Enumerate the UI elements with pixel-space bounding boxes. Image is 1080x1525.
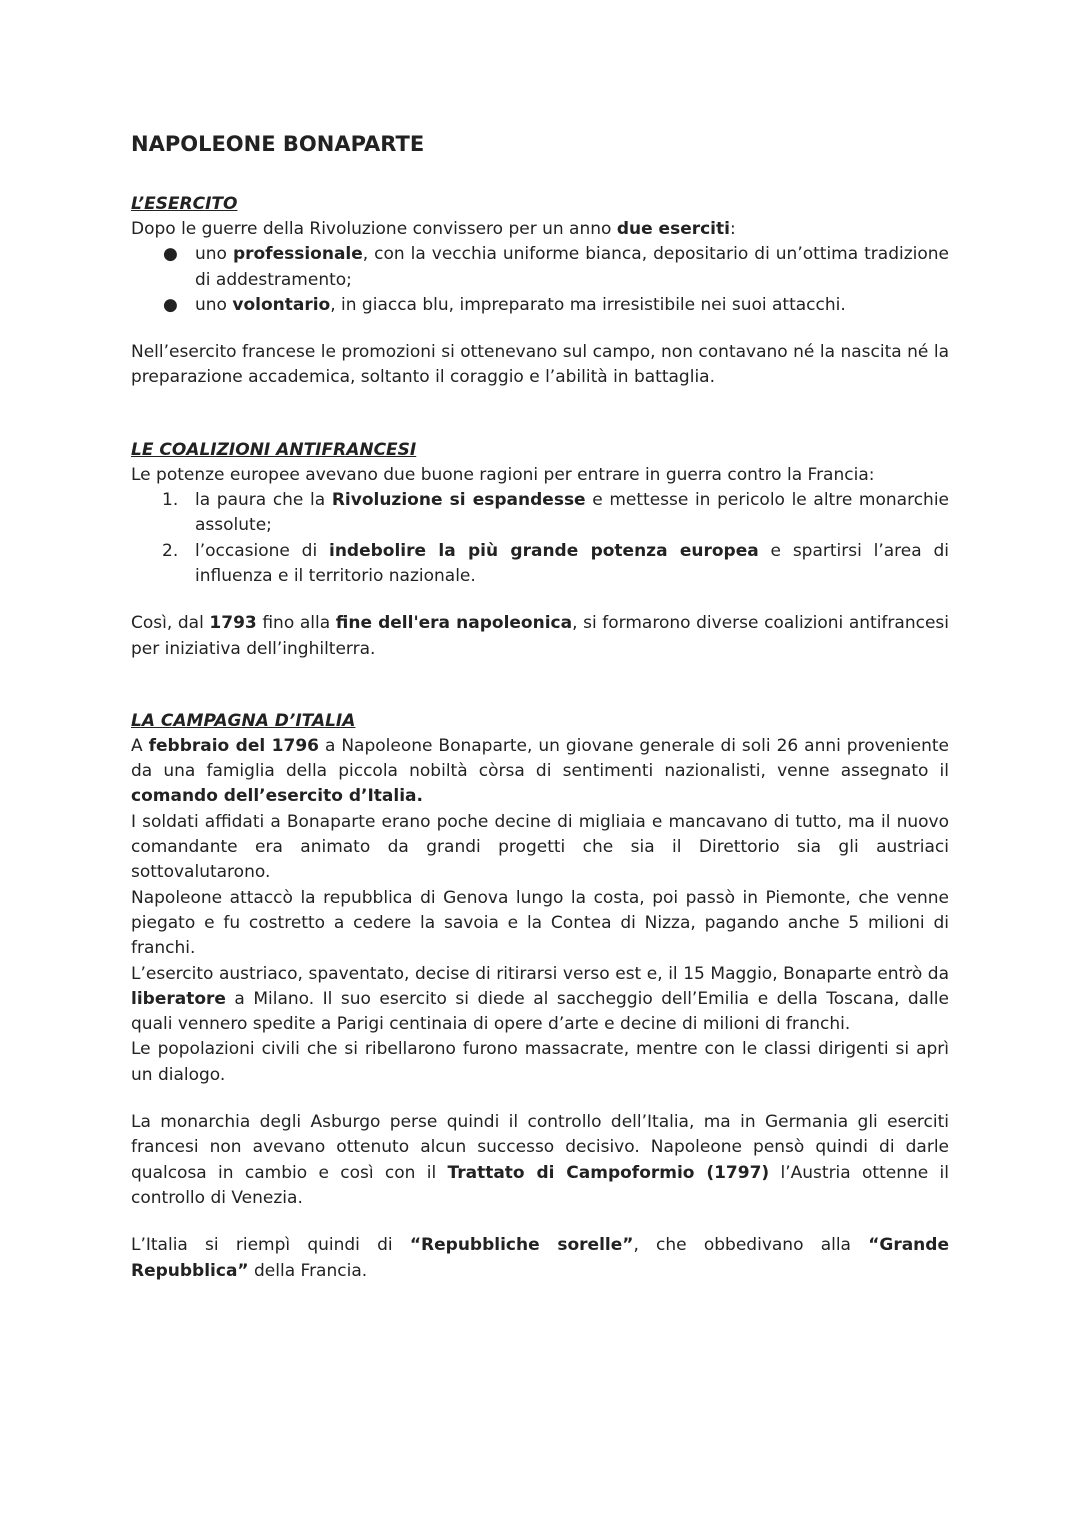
campagna-paragraph: Le popolazioni civili che si ribellarono furono massacrate, mentre con le classi dirigenti si aprì un dialogo. xyxy=(131,1039,949,1085)
list-item: 1. la paura che la Rivoluzione si espandesse e mettesse in pericolo le altre monarchie assolute; xyxy=(162,490,950,536)
list-item: ● uno professionale, con la vecchia uniforme bianca, depositario di un’ottima tradizione di addestramento; xyxy=(163,244,949,290)
campagna-paragraph: L’esercito austriaco, spaventato, decise di ritirarsi verso est e, il 15 Maggio, Bonaparte entrò da liberatore a Milano. Il suo esercito si diede al saccheggio dell’Emilia e della Toscana, dalle quali vennero spedite a Parigi centinaia di opere d’arte e decine di milioni di franchi. xyxy=(131,963,949,1035)
campagna-paragraph: L’Italia si riempì quindi di “Repubbliche sorelle”, che obbedivano alla “Grande Repubblica” della Francia. xyxy=(131,1235,949,1281)
esercito-paragraph: Nell’esercito francese le promozioni si ottenevano sul campo, non contavano né la nascita né la preparazione accademica, soltanto il coraggio e l’abilità in battaglia. xyxy=(131,342,949,388)
document-page xyxy=(131,128,949,1284)
page-title: NAPOLEONE BONAPARTE xyxy=(131,132,425,156)
esercito-list xyxy=(131,242,949,318)
campagna-paragraph: I soldati affidati a Bonaparte erano poche decine di migliaia e mancavano di tutto, ma il nuovo comandante era animato da grandi progetti che sia il Direttorio sia gli austriaci sottovalutarono. xyxy=(131,811,949,883)
section-heading-esercito: L’ESERCITO xyxy=(131,194,238,214)
esercito-intro: Dopo le guerre della Rivoluzione convissero per un anno due eserciti: xyxy=(131,219,736,239)
bullet-icon: ● xyxy=(163,294,178,315)
coalizioni-list xyxy=(131,488,949,589)
list-item: 2. l’occasione di indebolire la più grande potenza europea e spartirsi l’area di influenza e il territorio nazionale. xyxy=(162,540,949,586)
section-heading-coalizioni: LE COALIZIONI ANTIFRANCESI xyxy=(131,439,417,460)
bullet-icon: ● xyxy=(163,244,178,265)
section-campagna-italia xyxy=(131,709,949,1284)
section-heading-campagna: LA CAMPAGNA D’ITALIA xyxy=(131,710,356,731)
campagna-paragraph: La monarchia degli Asburgo perse quindi il controllo dell’Italia, ma in Germania gli eserciti francesi non avevano ottenuto alcun successo decisivo. Napoleone pensò quindi di darle qualcosa in cambio e così con il Trattato di Campoformio (1797) l’Austria ottenne il controllo di Venezia. xyxy=(131,1112,949,1208)
campagna-paragraph: Napoleone attaccò la repubblica di Genova lungo la costa, poi passò in Piemonte, che venne piegato e fu costretto a cedere la savoia e la Contea di Nizza, pagando anche 5 milioni di franchi. xyxy=(131,887,949,959)
section-esercito xyxy=(131,192,949,391)
coalizioni-intro: Le potenze europee avevano due buone ragioni per entrare in guerra contro la Francia: xyxy=(131,464,875,485)
section-coalizioni xyxy=(131,438,949,662)
campagna-paragraph: A febbraio del 1796 a Napoleone Bonaparte, un giovane generale di soli 26 anni proveniente da una famiglia della piccola nobiltà còrsa di sentimenti nazionalisti, venne assegnato il comando dell’esercito d’Italia. xyxy=(131,735,949,807)
coalizioni-paragraph: Così, dal 1793 fino alla fine dell'era napoleonica, si formarono diverse coalizioni antifrancesi per iniziativa dell’inghilterra. xyxy=(131,613,949,659)
list-item: ● uno volontario, in giacca blu, impreparato ma irresistibile nei suoi attacchi. xyxy=(195,293,949,318)
